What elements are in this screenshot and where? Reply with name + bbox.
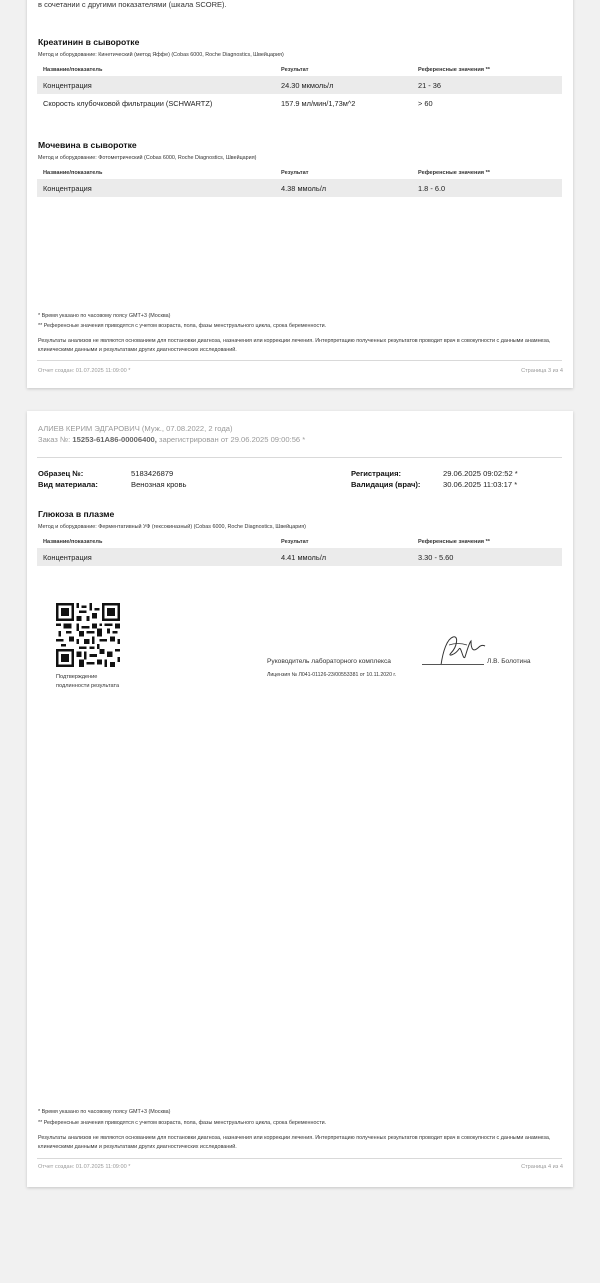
row-result: 24.30 мкмоль/л [281,81,334,90]
row-ref: 21 - 36 [418,81,442,90]
material-value: Венозная кровь [131,480,187,489]
page-number: Страница 3 из 4 [521,368,563,374]
urea-method: Метод и оборудование: Фотометрический (Cobas 6000, Roche Diagnostics, Швейцария) [38,155,257,161]
row-result: 157.9 мл/мин/1,73м^2 [281,99,356,108]
order-number: 15253-61A86-00006400, [72,435,157,444]
material-label: Вид материала: [38,480,98,489]
header-name: Название/показатель [43,539,103,545]
registration-label: Регистрация: [351,469,402,478]
row-name: Скорость клубочковой фильтрации (SCHWARTZ) [43,99,213,108]
order-registered: зарегистрирован от 29.06.2025 09:00:56 * [159,435,306,444]
order-info [38,435,305,444]
signature-icon [427,631,489,671]
header-ref: Референсные значения ** [418,170,490,176]
creatinine-table-header [37,64,562,76]
glucose-method: Метод и оборудование: Ферментативный УФ (гексокиназный) (Cobas 6000, Roche Diagnostics, Швейцария) [38,524,306,530]
footer-divider [37,1158,562,1159]
reference-note: ** Референсные значения приводятся с учетом возраста, пола, фазы менструального цикла, срока беременности. [38,1120,327,1126]
header-name: Название/показатель [43,170,103,176]
header-result: Результат [281,539,309,545]
timezone-note: * Время указано по часовому поясу GMT+3 (Москва) [38,1109,171,1115]
header-name: Название/показатель [43,67,103,73]
qr-caption-line-2: подлинности результата [56,682,120,689]
row-result: 4.38 ммоль/л [281,184,327,193]
creatinine-method: Метод и оборудование: Кинетический (метод Яффе) (Cobas 6000, Roche Diagnostics, Швейцария) [38,52,284,58]
table-row [37,179,562,197]
report-created: Отчет создан: 01.07.2025 11:09:00 * [38,1164,131,1170]
table-row [37,548,562,566]
row-ref: 3.30 - 5.60 [418,553,454,562]
creatinine-section-title: Креатинин в сыворотке [38,37,140,47]
header-result: Результат [281,67,309,73]
qr-caption [56,673,156,690]
urea-section-title: Мочевина в сыворотке [38,140,137,150]
validation-label: Валидация (врач): [351,480,421,489]
table-row [37,76,562,94]
table-row [37,94,562,112]
registration-value: 29.06.2025 09:02:52 * [443,469,518,478]
patient-info: АЛИЕВ КЕРИМ ЭДГАРОВИЧ (Муж., 07.08.2022, 2 года) [38,424,233,433]
row-result: 4.41 ммоль/л [281,553,327,562]
page-number: Страница 4 из 4 [521,1164,563,1170]
qr-code-icon[interactable] [56,603,120,667]
qr-caption-line-1: Подтверждение [56,674,98,680]
previous-section-fragment: в сочетании с другими показателями (шкала SCORE). [38,0,227,9]
row-name: Концентрация [43,184,92,193]
validation-value: 30.06.2025 11:03:17 * [443,480,518,489]
signer-role: Руководитель лабораторного комплекса [267,658,391,665]
sample-label: Образец №: [38,469,84,478]
row-name: Концентрация [43,81,92,90]
reference-note: ** Референсные значения приводятся с учетом возраста, пола, фазы менструального цикла, срока беременности. [38,323,327,329]
row-name: Концентрация [43,553,92,562]
report-page-4 [27,411,573,1187]
signature-line [422,664,484,665]
disclaimer: Результаты анализов не являются основанием для постановки диагноза, назначения или коррекции лечения. Интерпретацию полученных результатов проводит врач в совокупности с данными анамнеза, клиническими данными и результатами других диагностических исследований. [38,1135,551,1150]
row-ref: 1.8 - 6.0 [418,184,446,193]
disclaimer: Результаты анализов не являются основанием для постановки диагноза, назначения или коррекции лечения. Интерпретацию полученных результатов проводит врач в совокупности с данными анамнеза, клиническими данными и результатами других диагностических исследований. [38,338,551,353]
header-divider [37,457,562,458]
glucose-section-title: Глюкоза в плазме [38,509,115,519]
header-result: Результат [281,170,309,176]
order-prefix: Заказ №: [38,435,71,444]
header-ref: Референсные значения ** [418,539,490,545]
license-info: Лицензия № Л041-01126-23/00553381 от 10.11.2020 г. [267,672,397,678]
glucose-table-header [37,536,562,548]
timezone-note: * Время указано по часовому поясу GMT+3 (Москва) [38,313,171,319]
urea-table-header [37,167,562,179]
signer-name: Л.В. Болотина [487,658,531,665]
report-page-3 [27,0,573,388]
footer-divider [37,360,562,361]
sample-value: 5183426879 [131,469,174,478]
header-ref: Референсные значения ** [418,67,490,73]
row-ref: > 60 [418,99,433,108]
report-created: Отчет создан: 01.07.2025 11:09:00 * [38,368,131,374]
